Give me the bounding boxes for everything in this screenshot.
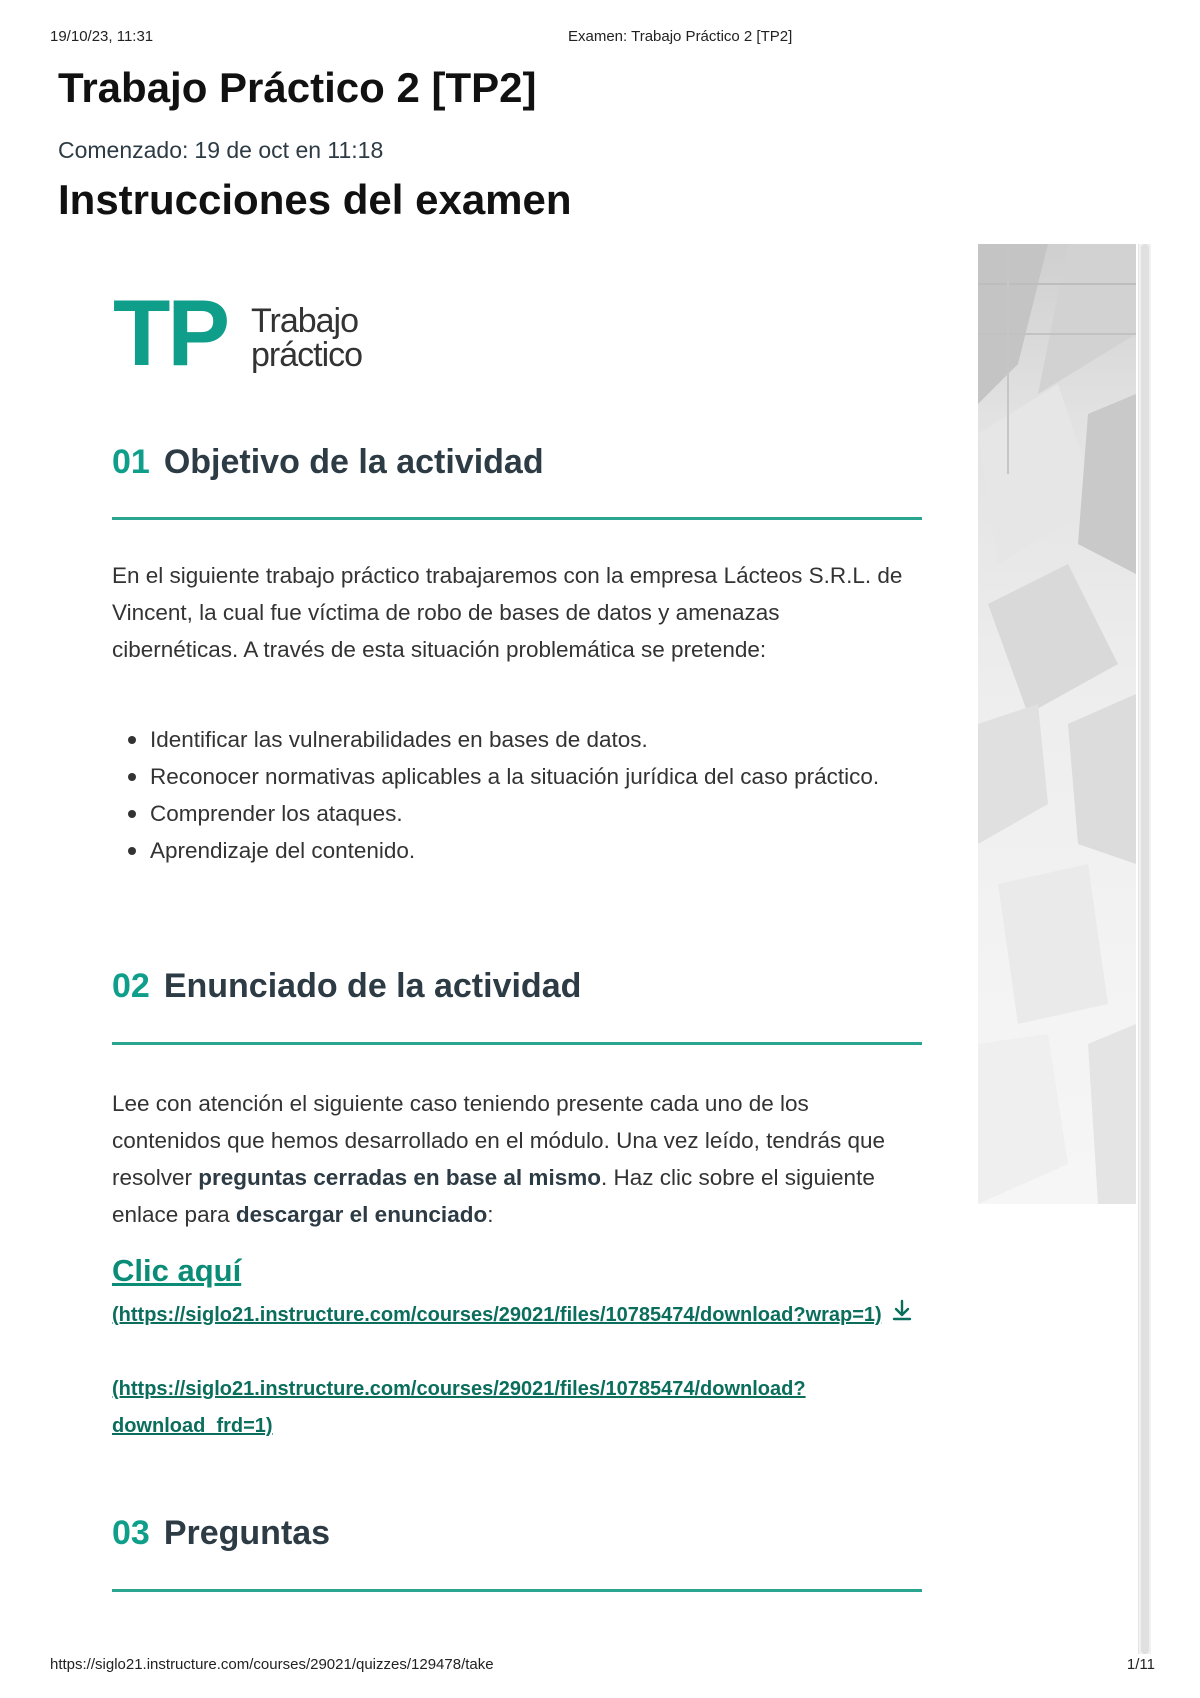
- vertical-scrollbar[interactable]: [1138, 244, 1151, 1654]
- enunciado-bold-text: preguntas cerradas en base al mismo: [198, 1165, 601, 1190]
- enunciado-paragraph: [112, 1085, 912, 1233]
- page-title: Trabajo Práctico 2 [TP2]: [58, 64, 537, 111]
- section-divider: [112, 1589, 922, 1592]
- objetivo-paragraph: En el siguiente trabajo práctico trabajaremos con la empresa Lácteos S.R.L. de Vincent, la cual fue víctima de robo de bases de datos y amenazas cibernéticas. A través de esta situación problemática se pretende:: [112, 563, 903, 662]
- print-page-number: 1/11: [1126, 1656, 1155, 1673]
- scrollbar-thumb[interactable]: [1141, 244, 1149, 1654]
- download-link-url-wrap[interactable]: [112, 1297, 912, 1334]
- section-heading-preguntas: [112, 1514, 330, 1553]
- section-number: 03: [112, 1514, 150, 1552]
- print-doc-title: Examen: Trabajo Práctico 2 [TP2]: [568, 28, 793, 45]
- started-value: 19 de oct en 11:18: [194, 137, 384, 163]
- side-banner-image: [978, 244, 1136, 1204]
- enunciado-text: Lee con atención el siguiente caso teniendo presente cada uno de los contenidos que hemos desarrollado en el módulo. Una vez leído, tendrás que resolver: [112, 1091, 885, 1190]
- list-item: Identificar las vulnerabilidades en bases de datos.: [112, 721, 912, 758]
- section-title: Objetivo de la actividad: [163, 443, 544, 481]
- objetivo-list: [112, 721, 912, 869]
- section-title: Preguntas: [163, 1514, 331, 1552]
- tp-logo-word-line2: práctico: [251, 336, 363, 374]
- download-link-url-frd[interactable]: (https://siglo21.instructure.com/courses/29021/files/10785474/download?download_frd=1): [112, 1378, 806, 1437]
- enunciado-text: . Haz clic sobre el siguiente enlace para: [112, 1165, 875, 1227]
- section-heading-enunciado: [112, 967, 581, 1006]
- section-divider: [112, 517, 922, 520]
- started-info: [58, 137, 383, 164]
- tp-logo-word-line1: Trabajo: [251, 302, 359, 340]
- section-title: Enunciado de la actividad: [163, 967, 582, 1005]
- section-number: 02: [112, 967, 150, 1005]
- section-divider: [112, 1042, 922, 1045]
- section-heading-objetivo: [112, 443, 544, 482]
- download-statement-link[interactable]: Clic aquí: [112, 1253, 242, 1288]
- print-datetime: 19/10/23, 11:31: [50, 28, 154, 45]
- tp-logo: [113, 280, 413, 390]
- download-icon[interactable]: [892, 1297, 912, 1334]
- enunciado-text: :: [487, 1202, 494, 1227]
- list-item: Comprender los ataques.: [112, 795, 912, 832]
- list-item: Reconocer normativas aplicables a la situación jurídica del caso práctico.: [112, 758, 912, 795]
- started-label: Comenzado:: [58, 137, 189, 163]
- link-url-text[interactable]: (https://siglo21.instructure.com/courses/29021/files/10785474/download?wrap=1): [112, 1304, 882, 1326]
- list-item: Aprendizaje del contenido.: [112, 832, 912, 869]
- section-number: 01: [112, 443, 150, 481]
- instructions-title: Instrucciones del examen: [58, 176, 572, 223]
- tp-logo-mark: TP: [113, 280, 228, 385]
- print-footer-url: https://siglo21.instructure.com/courses/29021/quizzes/129478/take: [50, 1656, 494, 1673]
- enunciado-bold-text: descargar el enunciado: [235, 1202, 488, 1227]
